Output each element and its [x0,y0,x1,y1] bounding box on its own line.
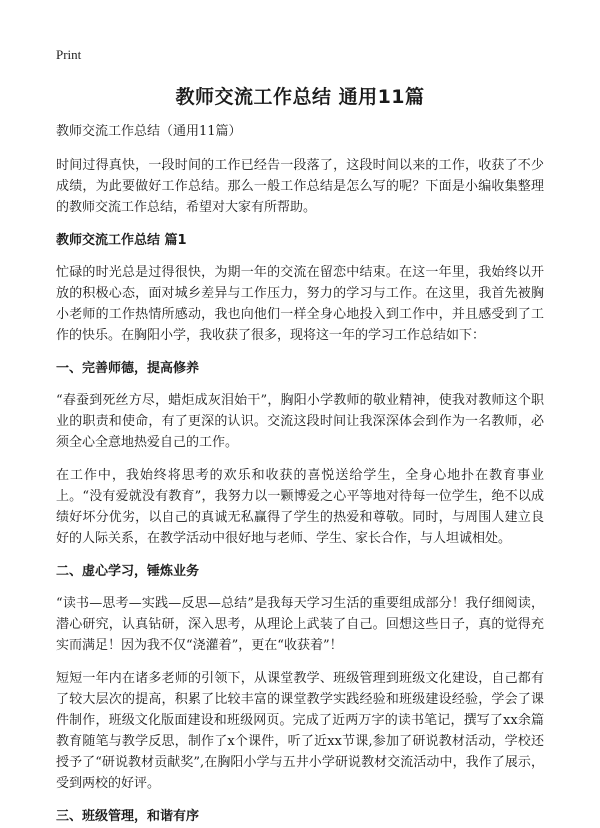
section-heading-3: 三、班级管理，和谐有序 [56,809,200,824]
section1-paragraph-1: “春蚕到死丝方尽，蜡炬成灰泪始干”，胸阳小学教师的敬业精神，使我对教师这个职业的职责和使命，有了更深的认识。交流这段时间让我深深体会到作为一名教师，必须全心全意地热爱自己的工作。 [56,393,544,450]
part-heading: 教师交流工作总结 篇1 [56,233,187,248]
section2-paragraph-1: “读书—思考—实践—反思—总结”是我每天学习生活的重要组成部分！我仔细阅读，潜心研究，认真钻研，深入思考，从理论上武装了自己。回想这些日子，真的觉得充实而满足！因为我不仅“浇灌着”，更在“收获着”！ [56,596,544,653]
document-title: 教师交流工作总结 通用11篇 [175,86,425,108]
section2-paragraph-2: 短短一年内在诸多老师的引领下，从课堂教学、班级管理到班级文化建设，自己都有了较大层次的提高，积累了比较丰富的课堂教学实践经验和班级建设经验，学会了课件制作，班级文化版面建设和班级网页。完成了近两万字的读书笔记，撰写了xx余篇教育随笔与教学反思，制作了x个课件，听了近xx节课,参加了研说教材活动，学校还授予了“研说教材贡献奖”,在胸阳小学与五井小学研说教材交流活动中，我作了展示，受到两校的好评。 [56,671,544,791]
intro-paragraph: 时间过得真快，一段时间的工作已经告一段落了，这段时间以来的工作，收获了不少成绩，为此要做好工作总结。那么一般工作总结是怎么写的呢？下面是小编收集整理的教师交流工作总结，希望对大家有所帮助。 [56,158,544,215]
part-paragraph: 忙碌的时光总是过得很快，为期一年的交流在留恋中结束。在这一年里，我始终以开放的积极心态，面对城乡差异与工作压力，努力的学习与工作。在这里，我首先被胸小老师的工作热情所感动，我也向他们一样全身心地投入到工作中，并且感受到了工作的快乐。在胸阳小学，我收获了很多，现将这一年的学习工作总结如下： [56,265,544,343]
section-heading-2: 二、虚心学习，锤炼业务 [56,564,200,579]
section1-paragraph-2: 在工作中，我始终将思考的欢乐和收获的喜悦送给学生，全身心地扑在教育事业上。“没有爱就没有教育”，我努力以一颗博爱之心平等地对待每一位学生，绝不以成绩好坏分优劣，以自己的真诚无私赢得了学生的热爱和尊敬。同时，与周围人建立良好的人际关系，在教学活动中很好地与老师、学生、家长合作，与人坦诚相处。 [56,468,544,546]
print-link[interactable]: Print [56,47,82,62]
document-subtitle: 教师交流工作总结（通用11篇） [56,124,242,139]
section-heading-1: 一、完善师德，提高修养 [56,361,200,376]
